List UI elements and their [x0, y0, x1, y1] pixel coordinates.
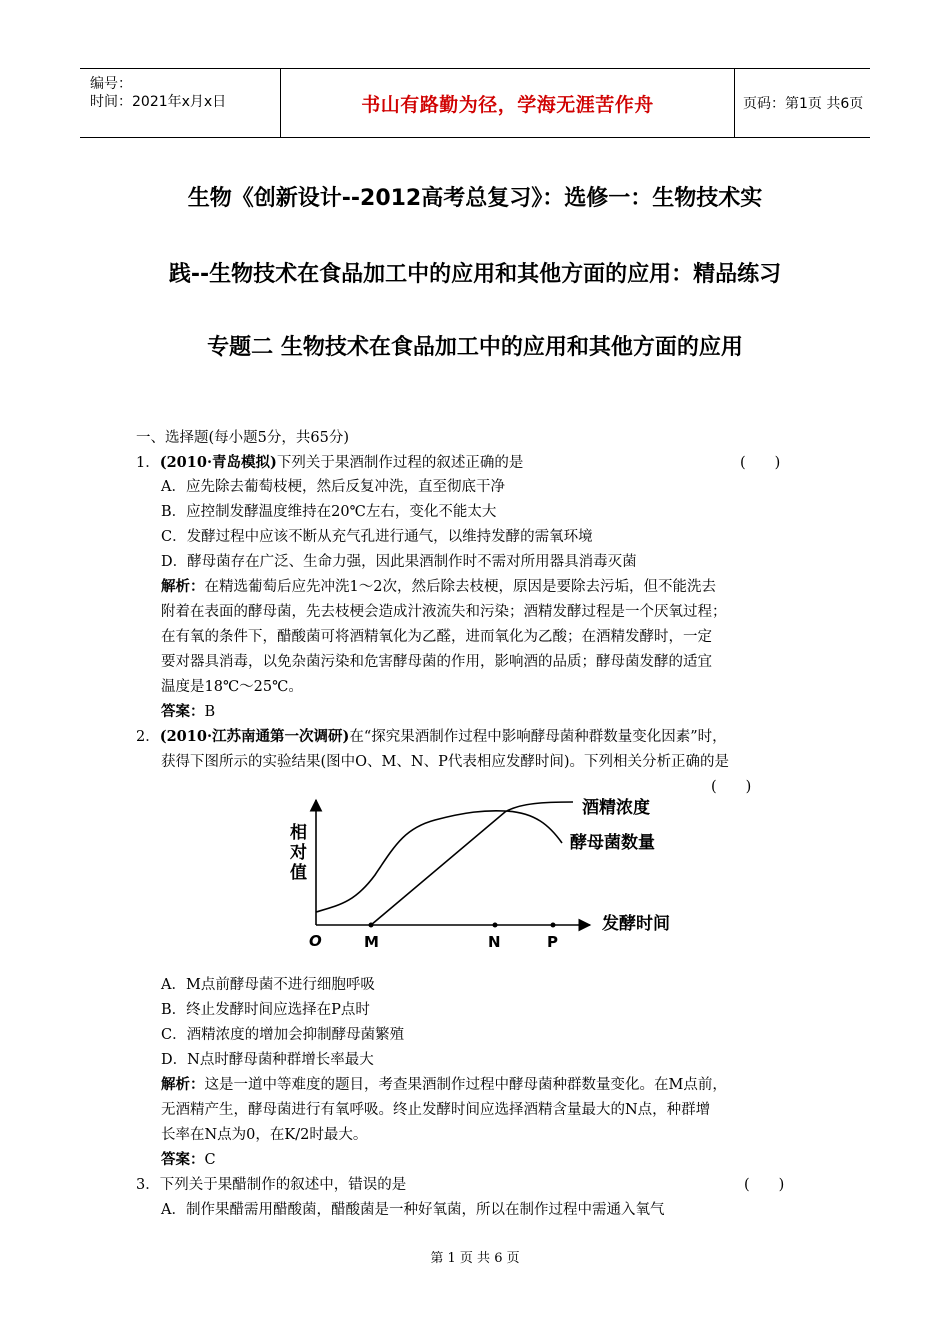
motto: 书山有路勤为径，学海无涯苦作舟 — [361, 93, 654, 116]
q2-analysis-line-3: 长率在N点为0，在K/2时最大。 — [161, 1127, 368, 1143]
time-label: 时间：2021年x月x日 — [90, 94, 227, 110]
yeast-count-curve — [316, 811, 562, 912]
point-n — [493, 923, 498, 928]
question-3-stem: 3．下列关于果醋制作的叙述中，错误的是 — [136, 1177, 407, 1193]
q1-analysis-line-5: 温度是18℃～25℃。 — [161, 679, 303, 695]
q2-option-b: B．终止发酵时间应选择在P点时 — [161, 1002, 370, 1018]
q2-answer: 答案：C — [161, 1151, 216, 1168]
y-label-2: 对 — [290, 843, 307, 863]
page-info: 页码：第1页 共6页 — [743, 96, 864, 112]
tick-label-p: P — [547, 933, 558, 951]
q1-analysis-line-3: 在有氧的条件下，醋酸菌可将酒精氧化为乙醛，进而氧化为乙酸；在酒精发酵时，一定 — [161, 629, 712, 645]
q1-option-a: A．应先除去葡萄枝梗，然后反复冲洗，直至彻底干净 — [161, 479, 505, 495]
question-1-stem: 1．(2010·青岛模拟)下列关于果酒制作过程的叙述正确的是 — [136, 454, 524, 471]
y-label-1: 相 — [290, 823, 307, 843]
origin-label: O — [309, 932, 322, 950]
question-3-answer-blank: ( ) — [744, 1177, 785, 1193]
question-2-answer-blank: ( ) — [711, 779, 752, 795]
q1-analysis-line-1: 解析：在精选葡萄后应先冲洗1～2次，然后除去枝梗，原因是要除去污垢，但不能洗去 — [161, 578, 716, 595]
tick-label-n: N — [488, 933, 501, 951]
section-heading: 一、选择题(每小题5分，共65分) — [136, 430, 349, 446]
q1-answer: 答案：B — [161, 703, 216, 720]
fermentation-figure — [280, 790, 700, 960]
q2-analysis-line-2: 无酒精产生，酵母菌进行有氧呼吸。终止发酵时间应选择酒精含量最大的N点，种群增 — [161, 1102, 711, 1118]
q1-analysis-line-4: 要对器具消毒，以免杂菌污染和危害酵母菌的作用，影响酒的品质；酵母菌发酵的适宜 — [161, 654, 712, 670]
point-m — [369, 923, 374, 928]
q2-option-c: C．酒精浓度的增加会抑制酵母菌繁殖 — [161, 1027, 405, 1043]
q3-option-a: A．制作果醋需用醋酸菌，醋酸菌是一种好氧菌，所以在制作过程中需通入氧气 — [161, 1202, 665, 1218]
page-footer: 第 1 页 共 6 页 — [430, 1251, 520, 1266]
q2-option-a: A．M点前酵母菌不进行细胞呼吸 — [161, 977, 375, 993]
q1-analysis-line-2: 附着在表面的酵母菌，先去枝梗会造成汁液流失和污染；酒精发酵过程是一个厌氧过程； — [161, 604, 727, 620]
q1-option-b: B．应控制发酵温度维持在20℃左右，变化不能太大 — [161, 504, 497, 520]
q2-option-d: D．N点时酵母菌种群增长率最大 — [161, 1052, 374, 1068]
code-label: 编号： — [90, 76, 132, 92]
header-meta-cell — [80, 69, 280, 137]
title-line-2: 践--生物技术在食品加工中的应用和其他方面的应用：精品练习 — [168, 262, 782, 287]
tick-label-m: M — [364, 933, 379, 951]
q1-option-c: C．发酵过程中应该不断从充气孔进行通气，以维持发酵的需氧环境 — [161, 529, 593, 545]
header-motto-cell — [280, 69, 735, 137]
header-page-cell — [733, 69, 870, 137]
document-header — [80, 68, 870, 138]
question-2-stem-line-2: 获得下图所示的实验结果(图中O、M、N、P代表相应发酵时间)。下列相关分析正确的是 — [161, 754, 729, 770]
q1-option-d: D．酵母菌存在广泛、生命力强，因此果酒制作时不需对所用器具消毒灭菌 — [161, 554, 637, 570]
y-label-3: 值 — [290, 863, 307, 883]
point-p — [551, 923, 556, 928]
question-1-answer-blank: ( ) — [740, 455, 781, 471]
title-line-3: 专题二 生物技术在食品加工中的应用和其他方面的应用 — [207, 335, 743, 360]
title-line-1: 生物《创新设计--2012高考总复习》：选修一：生物技术实 — [187, 186, 763, 211]
question-2-stem-line-1: 2．(2010·江苏南通第一次调研)在“探究果酒制作过程中影响酵母菌种群数量变化因素”时， — [136, 728, 727, 745]
curve-label-alcohol: 酒精浓度 — [582, 798, 650, 818]
curve-label-yeast: 酵母菌数量 — [570, 833, 655, 853]
alcohol-concentration-curve — [371, 802, 573, 925]
q2-analysis-line-1: 解析：这是一道中等难度的题目，考查果酒制作过程中酵母菌种群数量变化。在M点前， — [161, 1076, 727, 1093]
x-axis-label: 发酵时间 — [602, 914, 670, 934]
